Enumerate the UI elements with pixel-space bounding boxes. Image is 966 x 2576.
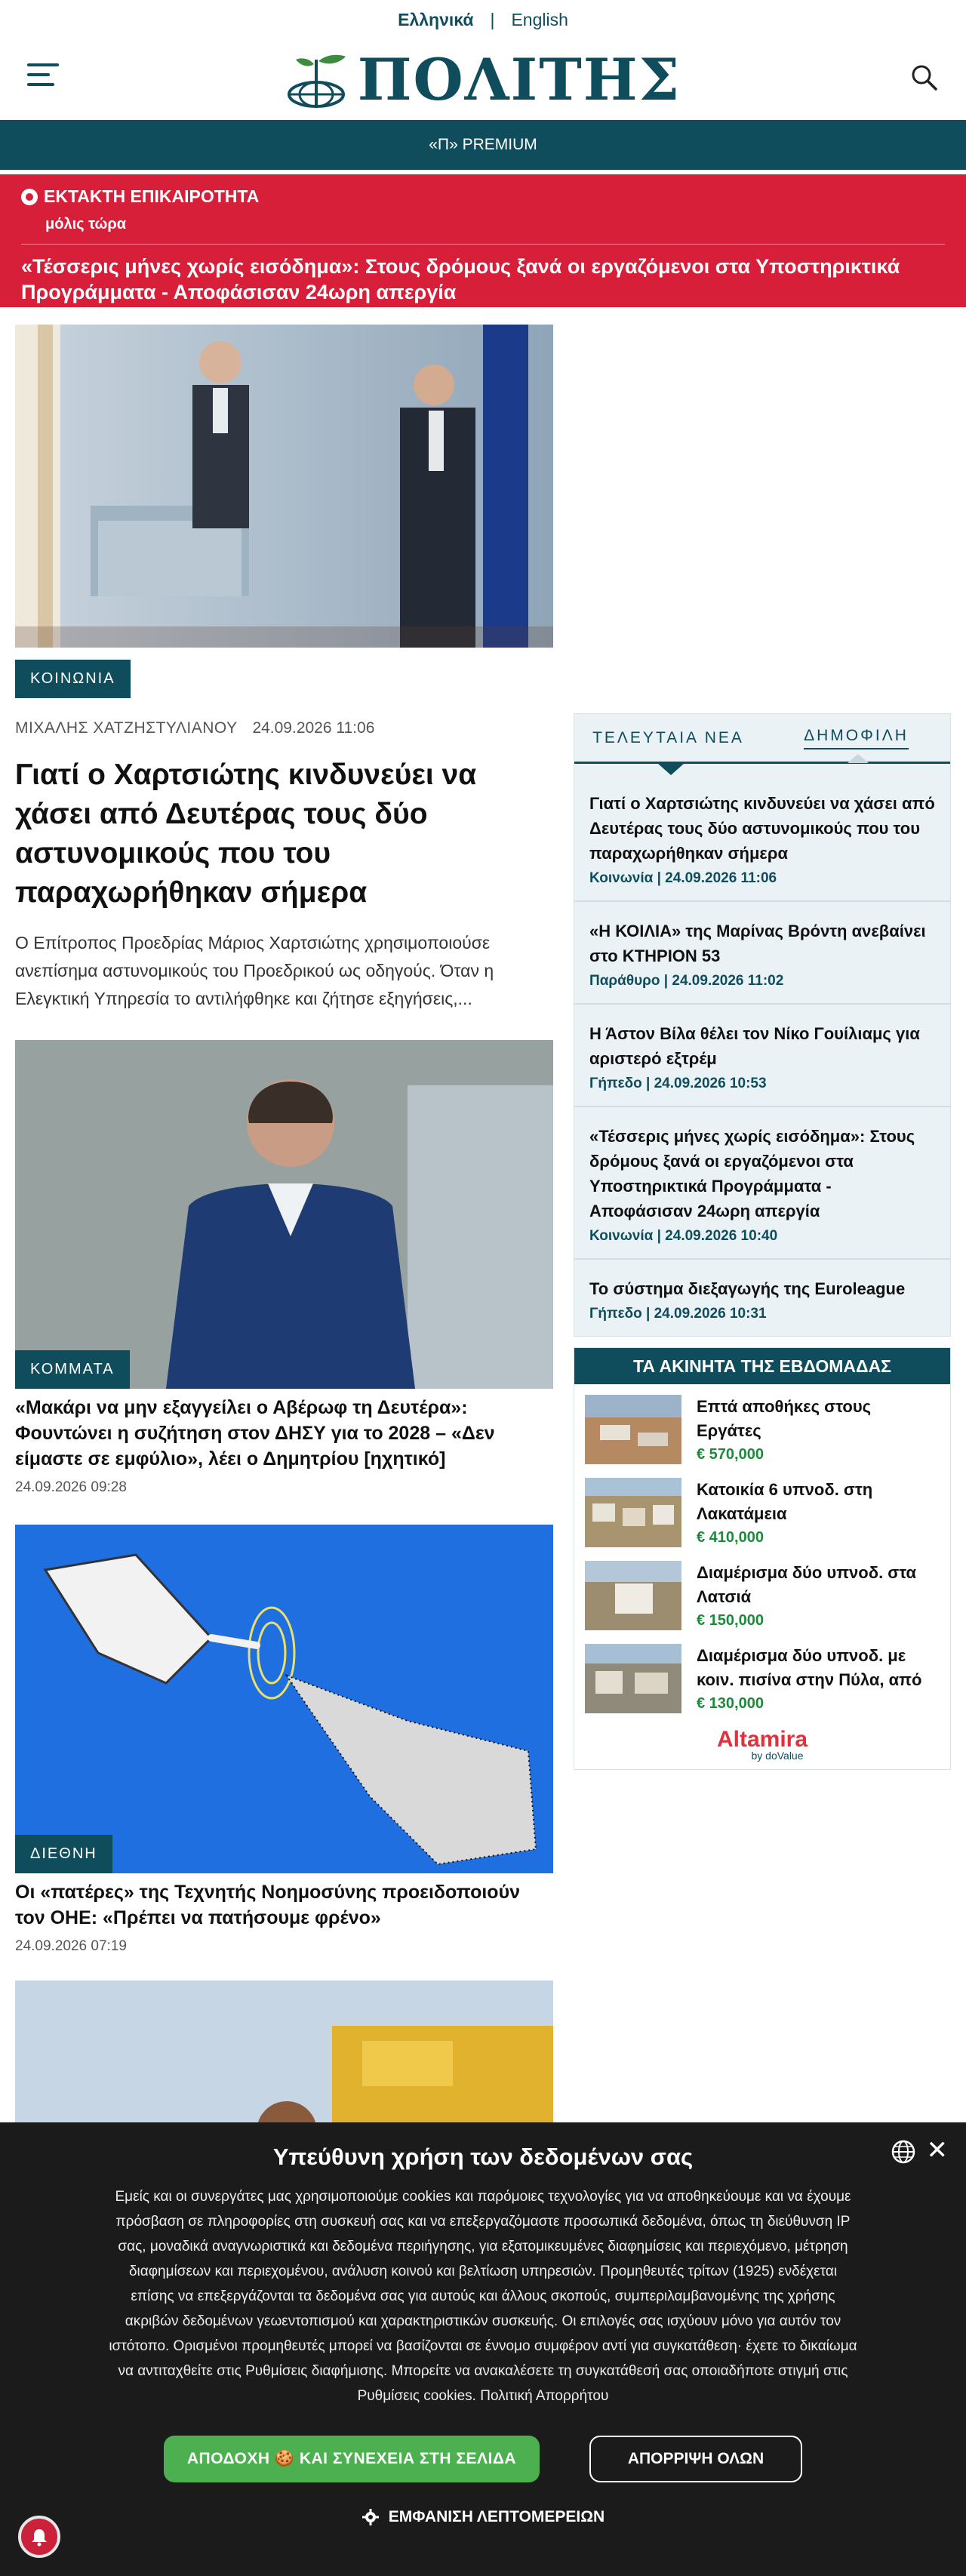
property-thumbnail bbox=[585, 1478, 681, 1547]
article-illustration bbox=[15, 1525, 553, 1873]
inactive-tab-indicator bbox=[848, 754, 869, 763]
breaking-headline[interactable]: «Τέσσερις μήνες χωρίς εισόδημα»: Στους δρόμους ξανά οι εργαζόμενοι στα Υποστηρικτικά Προγράμματα - Αποφάσισαν 24ωρη απεργία bbox=[21, 255, 900, 303]
article-image[interactable] bbox=[15, 1040, 553, 1389]
hamburger-icon[interactable] bbox=[27, 63, 59, 91]
breaking-label: ΕΚΤΑΚΤΗ ΕΠΙΚΑΙΡΟΤΗΤΑ bbox=[44, 186, 260, 206]
logo-text: ΠΟΛΙΤΗΣ bbox=[357, 45, 681, 113]
latest-news-item[interactable] bbox=[574, 902, 950, 1005]
property-price: € 130,000 bbox=[697, 1695, 764, 1712]
article-image[interactable] bbox=[15, 1980, 553, 2131]
tab-latest[interactable] bbox=[574, 714, 762, 762]
lang-separator: | bbox=[490, 9, 495, 29]
latest-news-meta: Παράθυρο | 24.09.2026 11:02 bbox=[589, 973, 784, 989]
property-price: € 570,000 bbox=[697, 1446, 764, 1463]
site-logo[interactable] bbox=[285, 45, 681, 113]
real-estate-heading: ΤΑ ΑΚΙΝΗΤΑ ΤΗΣ ΕΒΔΟΜΑΔΑΣ bbox=[574, 1348, 950, 1384]
article-title[interactable]: «Μακάρι να μην εξαγγείλει ο Αβέρωφ τη Δευτέρα»: Φουντώνει η συζήτηση στον ΔΗΣΥ για το 2028 – «Δεν είμαστε σε εμφύλιο», λέει ο Δημητρίου [ηχητικό] bbox=[15, 1397, 495, 1470]
latest-news-panel bbox=[574, 713, 951, 1337]
lang-english-link[interactable]: English bbox=[511, 9, 568, 29]
article-photo bbox=[15, 1980, 553, 2131]
property-thumbnail bbox=[585, 1561, 681, 1630]
article-date: 24.09.2026 07:19 bbox=[15, 1938, 127, 1954]
tab-popular-label: ΔΗΜΟΦΙΛΗ bbox=[804, 727, 909, 749]
breaking-time: μόλις τώρα bbox=[45, 216, 127, 232]
real-estate-item[interactable] bbox=[574, 1467, 950, 1550]
altamira-logo-sub: by doValue bbox=[751, 1750, 804, 1762]
property-thumbnail bbox=[585, 1395, 681, 1464]
latest-news-item[interactable] bbox=[574, 1005, 950, 1107]
real-estate-widget bbox=[574, 1347, 951, 1770]
breaking-divider bbox=[21, 244, 945, 245]
premium-label: «Π» PREMIUM bbox=[429, 136, 537, 153]
latest-news-meta: Γήπεδο | 24.09.2026 10:31 bbox=[589, 1306, 767, 1322]
latest-news-meta: Κοινωνία | 24.09.2026 11:06 bbox=[589, 870, 777, 886]
globe-icon[interactable] bbox=[891, 2139, 916, 2165]
article-category-tag[interactable]: ΔΙΕΘΝΗ bbox=[15, 1835, 112, 1873]
hero-photo bbox=[15, 325, 553, 648]
hero-excerpt: Ο Επίτροπος Προεδρίας Μάριος Χαρτσιώτης χρησιμοποιούσε ανεπίσημα αστυνομικούς του Προεδρικού ως οδηγούς. Όταν η Ελεγκτική Υπηρεσία το αντιλήφθηκε και ζήτησε εξηγήσεις,... bbox=[15, 933, 494, 1008]
bell-icon bbox=[29, 2527, 49, 2547]
hero-meta bbox=[15, 719, 553, 737]
breaking-news-banner[interactable] bbox=[0, 174, 966, 307]
hero-date: 24.09.2026 11:06 bbox=[252, 719, 375, 737]
article-photo bbox=[15, 1040, 553, 1389]
property-thumbnail bbox=[585, 1644, 681, 1713]
latest-news-title[interactable]: Γιατί ο Χαρτσιώτης κινδυνεύει να χάσει από Δευτέρας τους δύο αστυνομικούς που του παραχωρήθηκαν σήμερα bbox=[589, 794, 935, 863]
property-title[interactable]: Επτά αποθήκες στους Εργάτες bbox=[697, 1397, 872, 1440]
logo-mark-icon bbox=[285, 51, 347, 109]
article-category-tag[interactable]: ΚΟΜΜΑΤΑ bbox=[15, 1350, 130, 1389]
close-icon[interactable]: ✕ bbox=[926, 2136, 948, 2165]
latest-news-meta: Κοινωνία | 24.09.2026 10:40 bbox=[589, 1228, 778, 1244]
altamira-logo-text: Altamira bbox=[716, 1727, 808, 1752]
real-estate-item[interactable] bbox=[574, 1633, 950, 1716]
article-image[interactable] bbox=[15, 1525, 553, 1873]
show-details-button[interactable] bbox=[0, 2508, 966, 2526]
cookie-consent-banner bbox=[0, 2122, 966, 2576]
cookie-body: Εμείς και οι συνεργάτες μας χρησιμοποιούμε cookies και παρόμοιες τεχνολογίες για να αποθηκεύουμε και να έχουμε πρόσβαση σε πληροφορίες στη συσκευή σας και να επεξεργαζόμαστε προσωπικά δεδομένα, όπως τη διεύθυνση IP σας, μοναδικά αναγνωριστικά και δεδομένα περιήγησης, για εξατομικευμένες διαφημίσεις και περιεχόμενο, μέτρηση διαφημίσεων και περιεχομένου, ανάλυση κοινού και βελτίωση υπηρεσιών. Προμηθευτές τρίτων (1925) ενδέχεται επίσης να επεξεργάζονται τα δεδομένα σας για αυτούς και άλλους σκοπούς, συμπεριλαμβανομένης της χρήσης ακριβών δεδομένων γεωεντοπισμού και χαρακτηριστικών συσκευής. Οι επιλογές σας ισχύουν μόνο για αυτόν τον ιστότοπο. Ορισμένοι προμηθευτές μπορεί να βασίζονται σε έννομο συμφέρον αντί για συγκατάθεση· έχετε το δικαίωμα να αντιταχθείτε στις Ρυθμίσεις διαφήμισης. Μπορείτε να ανακαλέσετε τη συγκατάθεσή σας οποιαδήποτε στιγμή στις Ρυθμίσεις cookies. Πολιτική Απορρήτου bbox=[109, 2189, 857, 2404]
cookie-title: Υπεύθυνη χρήση των δεδομένων σας bbox=[272, 2144, 694, 2170]
accept-cookies-button[interactable]: ΑΠΟΔΟΧΗ 🍪 ΚΑΙ ΣΥΝΕΧΕΙΑ ΣΤΗ ΣΕΛΙΔΑ bbox=[164, 2436, 540, 2482]
property-price: € 150,000 bbox=[697, 1612, 764, 1629]
article-date: 24.09.2026 09:28 bbox=[15, 1479, 127, 1495]
latest-news-meta: Γήπεδο | 24.09.2026 10:53 bbox=[589, 1076, 767, 1091]
hero-title[interactable]: Γιατί ο Χαρτσιώτης κινδυνεύει να χάσει από Δευτέρας τους δύο αστυνομικούς που του παραχωρήθηκαν σήμερα bbox=[15, 759, 477, 909]
latest-news-item[interactable] bbox=[574, 1260, 950, 1336]
article-title[interactable]: Οι «πατέρες» της Τεχνητής Νοημοσύνης προειδοποιούν τον ΟΗΕ: «Πρέπει να πατήσουμε φρένο» bbox=[15, 1882, 521, 1928]
news-tabs bbox=[574, 714, 950, 764]
active-tab-indicator bbox=[657, 763, 685, 775]
reject-all-button[interactable]: ΑΠΟΡΡΙΨΗ ΟΛΩΝ bbox=[589, 2436, 802, 2482]
latest-news-title[interactable]: Το σύστημα διεξαγωγής της Euroleague bbox=[589, 1279, 906, 1298]
latest-news-item[interactable] bbox=[574, 774, 950, 902]
notification-bell-button[interactable] bbox=[18, 2516, 60, 2558]
real-estate-item[interactable] bbox=[574, 1384, 950, 1467]
property-price: € 410,000 bbox=[697, 1529, 764, 1546]
live-dot-icon bbox=[21, 189, 38, 205]
gear-icon bbox=[361, 2508, 380, 2526]
property-title[interactable]: Κατοικία 6 υπνοδ. στη Λακατάμεια bbox=[697, 1480, 873, 1523]
main-column bbox=[15, 325, 553, 2131]
hero-author[interactable]: ΜΙΧΑΛΗΣ ΧΑΤΖΗΣΤΥΛΙΑΝΟΥ bbox=[15, 719, 238, 737]
sidebar bbox=[574, 713, 951, 1770]
site-header bbox=[0, 39, 966, 120]
hero-category-tag[interactable]: ΚΟΙΝΩΝΙΑ bbox=[15, 660, 131, 698]
latest-news-title[interactable]: Η Άστον Βίλα θέλει τον Νίκο Γουίλιαμς για αριστερό εξτρέμ bbox=[589, 1024, 920, 1068]
show-details-label: ΕΜΦΑΝΙΣΗ ΛΕΠΤΟΜΕΡΕΙΩΝ bbox=[388, 2508, 605, 2525]
language-bar bbox=[0, 0, 966, 39]
altamira-logo[interactable] bbox=[574, 1716, 950, 1769]
article-card[interactable] bbox=[15, 1040, 553, 1496]
property-title[interactable]: Διαμέρισμα δύο υπνοδ. με κοιν. πισίνα στην Πύλα, από bbox=[697, 1646, 922, 1689]
article-card[interactable] bbox=[15, 1980, 553, 2131]
article-card[interactable] bbox=[15, 1525, 553, 1955]
premium-bar[interactable] bbox=[0, 120, 966, 170]
real-estate-item[interactable] bbox=[574, 1550, 950, 1633]
lang-greek-link[interactable]: Ελληνικά bbox=[398, 9, 474, 29]
latest-news-title[interactable]: «Τέσσερις μήνες χωρίς εισόδημα»: Στους δρόμους ξανά οι εργαζόμενοι στα Υποστηρικτικά Προγράμματα - Αποφάσισαν 24ωρη απεργία bbox=[589, 1127, 915, 1220]
tab-latest-label: ΤΕΛΕΥΤΑΙΑ ΝΕΑ bbox=[592, 728, 744, 746]
property-title[interactable]: Διαμέρισμα δύο υπνοδ. στα Λατσιά bbox=[697, 1563, 917, 1606]
latest-news-title[interactable]: «Η ΚΟΙΛΙΑ» της Μαρίνας Βρόντη ανεβαίνει στο ΚΤΗΡΙΟΝ 53 bbox=[589, 922, 926, 965]
search-icon[interactable] bbox=[909, 62, 939, 92]
latest-news-item[interactable] bbox=[574, 1107, 950, 1260]
hero-image[interactable] bbox=[15, 325, 553, 648]
